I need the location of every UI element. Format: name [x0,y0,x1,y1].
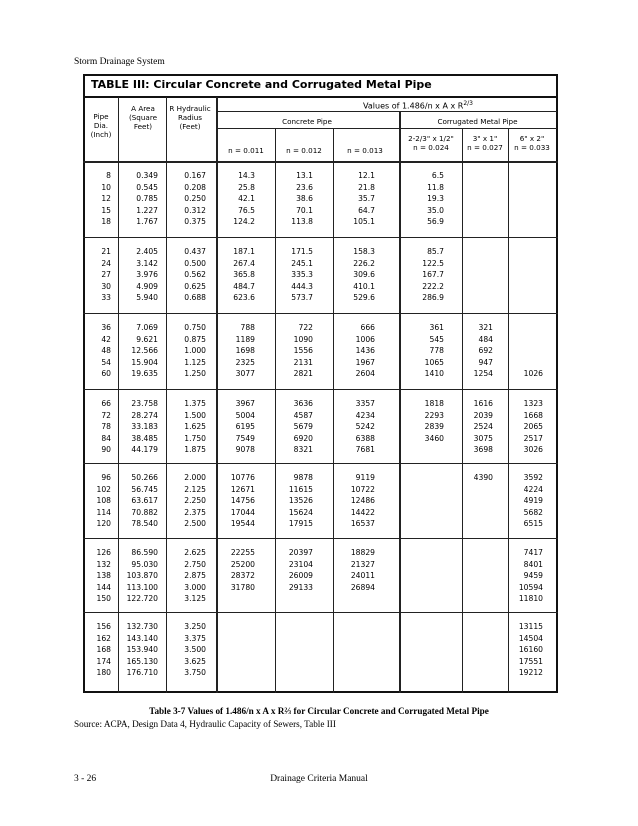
table-cell-n012: 23.6 [296,182,313,192]
table-cell-n024: 361 [429,323,444,332]
table-cell-n011: 17044 [230,507,255,517]
n-label-3: n = 0.013 [347,146,383,155]
table-cell-n011: 3967 [235,399,255,408]
table-cell-n012: 573.7 [291,293,313,303]
table-cell-n011: 5004 [235,410,255,420]
table-cell-dia: 126 [96,548,111,557]
table-cell-n012: 9878 [293,473,313,482]
table-cell-dia: 114 [96,507,111,517]
table-cell-dia: 132 [96,559,111,569]
table-cell-n033: 8401 [523,559,543,569]
table-cell-radius: 1.875 [184,445,206,455]
table-cell-dia: 36 [101,323,111,332]
title-rule [83,96,558,98]
col-header-radius: R Hydraulic Radius (Feet) [169,104,211,131]
n-label-5: n = 0.027 [467,143,503,152]
table-cell-dia: 180 [96,668,111,678]
table-cell-n027: 3075 [473,433,493,443]
table-cell-n013: 1967 [355,357,375,367]
table-cell-dia: 10 [101,182,111,192]
table-cell-area: 5.940 [136,293,158,303]
table-cell-radius: 0.625 [184,281,206,291]
rule-group-5 [83,538,558,539]
table-cell-radius: 1.125 [184,357,206,367]
table-cell-n012: 245.1 [291,258,313,268]
corr-size-1: 2-2/3" x 1/2" [408,134,454,143]
table-cell-n033: 13115 [518,622,543,631]
table-cell-area: 4.909 [136,281,158,291]
table-cell-area: 165.130 [126,656,158,666]
table-cell-area: 63.617 [131,496,158,506]
rule-group-1 [83,237,558,238]
table-cell-n024: 1410 [424,369,444,379]
document-title: Drainage Criteria Manual [270,774,368,784]
table-cell-dia: 108 [96,496,111,506]
rule-header-bottom [83,161,558,163]
table-cell-n011: 365.8 [233,270,255,280]
table-cell-radius: 2.000 [184,473,206,482]
table-cell-radius: 0.375 [184,217,206,227]
table-cell-n033: 2517 [523,433,543,443]
table-cell-dia: 138 [96,571,111,581]
table-cell-area: 86.590 [131,548,158,557]
table-cell-n013: 309.6 [353,270,375,280]
table-cell-n027: 1616 [473,399,493,408]
table-cell-n012: 17915 [288,519,313,529]
table-cell-area: 0.545 [136,182,158,192]
table-cell-n033: 7417 [523,548,543,557]
col-header-area: A Area (Square Feet) [128,104,158,131]
table-cell-area: 176.710 [126,668,158,678]
table-cell-n013: 105.1 [353,217,375,227]
table-cell-n013: 18829 [350,548,375,557]
table-cell-dia: 33 [101,293,111,303]
table-cell-n033: 4224 [523,484,543,494]
table-cell-dia: 90 [101,445,111,455]
table-cell-n013: 21327 [350,559,375,569]
table-cell-radius: 0.437 [184,247,206,256]
table-cell-n033: 10594 [518,582,543,592]
corr-size-3: 6" x 2" [519,134,545,143]
table-cell-n024: 545 [429,334,444,344]
table-cell-dia: 27 [101,270,111,280]
table-cell-n011: 31780 [230,582,255,592]
table-cell-area: 3.976 [136,270,158,280]
table-cell-n027: 2039 [473,410,493,420]
table-cell-area: 70.882 [131,507,158,517]
table-cell-area: 78.540 [131,519,158,529]
table-cell-radius: 3.125 [184,594,206,604]
table-cell-dia: 8 [106,171,111,180]
table-cell-n011: 623.6 [233,293,255,303]
table-cell-n013: 529.6 [353,293,375,303]
table-cell-n011: 788 [240,323,255,332]
rule-group-header [217,128,557,129]
table-cell-radius: 1.250 [184,369,206,379]
table-cell-n012: 335.3 [291,270,313,280]
table-cell-radius: 2.875 [184,571,206,581]
table-cell-n013: 1436 [355,346,375,356]
table-cell-n013: 5242 [355,422,375,432]
table-cell-n013: 10722 [350,484,375,494]
table-cell-n033: 5682 [523,507,543,517]
table-cell-n013: 9119 [355,473,375,482]
table-cell-n013: 410.1 [353,281,375,291]
table-caption: Table 3-7 Values of 1.486/n x A x R⅔ for Circular Concrete and Corrugated Metal Pipe [149,706,489,716]
table-cell-n033: 3592 [523,473,543,482]
rule-group-4 [83,463,558,464]
table-cell-n011: 7549 [235,433,255,443]
table-cell-n011: 1189 [235,334,255,344]
table-cell-area: 19.635 [131,369,158,379]
table-cell-n033: 4919 [523,496,543,506]
table-cell-area: 33.183 [131,422,158,432]
table-cell-area: 0.785 [136,194,158,204]
table-cell-area: 28.274 [131,410,158,420]
table-cell-dia: 162 [96,633,111,643]
table-cell-dia: 54 [101,357,111,367]
table-cell-n013: 6388 [355,433,375,443]
table-cell-n013: 4234 [355,410,375,420]
table-cell-n011: 1698 [235,346,255,356]
table-cell-n011: 28372 [230,571,255,581]
table-cell-n024: 11.8 [427,182,444,192]
table-cell-area: 1.227 [136,205,158,215]
table-cell-dia: 120 [96,519,111,529]
table-cell-n013: 12486 [350,496,375,506]
table-cell-dia: 48 [101,346,111,356]
table-cell-radius: 2.125 [184,484,206,494]
group-header-concrete: Concrete Pipe [282,117,332,126]
table-cell-radius: 0.208 [184,182,206,192]
table-cell-radius: 0.312 [184,205,206,215]
table-cell-n011: 3077 [235,369,255,379]
table-cell-n012: 29133 [288,582,313,592]
table-cell-n013: 3357 [355,399,375,408]
table-cell-dia: 150 [96,594,111,604]
table-cell-dia: 174 [96,656,111,666]
values-header-exp: 2/3 [463,100,473,107]
table-cell-dia: 21 [101,247,111,256]
table-cell-n013: 7681 [355,445,375,455]
table-cell-radius: 3.000 [184,582,206,592]
table-cell-n011: 484.7 [233,281,255,291]
table-cell-radius: 1.500 [184,410,206,420]
table-cell-n024: 2293 [424,410,444,420]
table-cell-n033: 3026 [523,445,543,455]
table-cell-n011: 9078 [235,445,255,455]
table-cell-dia: 15 [101,205,111,215]
table-cell-n033: 19212 [518,668,543,678]
rule-values-header [217,111,557,112]
table-cell-radius: 2.500 [184,519,206,529]
table-cell-area: 132.730 [126,622,158,631]
table-cell-n011: 42.1 [238,194,255,204]
table-cell-n013: 26894 [350,582,375,592]
table-cell-area: 153.940 [126,645,158,655]
table-cell-n033: 6515 [523,519,543,529]
table-cell-n024: 2839 [424,422,444,432]
table-cell-n011: 2325 [235,357,255,367]
table-cell-n013: 14422 [350,507,375,517]
table-cell-n013: 2604 [355,369,375,379]
table-cell-n013: 24011 [350,571,375,581]
table-cell-n024: 56.9 [427,217,444,227]
table-cell-n012: 38.6 [296,194,313,204]
table-cell-n012: 2131 [293,357,313,367]
table-cell-n024: 122.5 [422,258,444,268]
table-cell-radius: 2.750 [184,559,206,569]
table-cell-radius: 3.625 [184,656,206,666]
table-cell-n024: 3460 [424,433,444,443]
table-cell-n033: 1026 [523,369,543,379]
table-cell-n012: 3636 [293,399,313,408]
table-cell-n027: 947 [478,357,493,367]
table-cell-n027: 4390 [473,473,493,482]
table-cell-n011: 10776 [230,473,255,482]
table-cell-radius: 3.250 [184,622,206,631]
table-cell-area: 50.266 [131,473,158,482]
table-cell-dia: 12 [101,194,111,204]
table-cell-n027: 692 [478,346,493,356]
table-cell-radius: 1.375 [184,399,206,408]
table-cell-dia: 60 [101,369,111,379]
table-cell-radius: 3.500 [184,645,206,655]
table-cell-n012: 13.1 [296,171,313,180]
table-cell-n012: 20397 [288,548,313,557]
page-number: 3 - 26 [74,774,97,784]
table-cell-dia: 18 [101,217,111,227]
values-header [318,99,518,111]
table-cell-dia: 42 [101,334,111,344]
table-cell-n011: 6195 [235,422,255,432]
table-cell-n033: 17551 [518,656,543,666]
table-cell-n033: 2065 [523,422,543,432]
table-cell-dia: 24 [101,258,111,268]
table-cell-n013: 158.3 [353,247,375,256]
table-cell-dia: 66 [101,399,111,408]
table-cell-n013: 1006 [355,334,375,344]
table-cell-n011: 22255 [230,548,255,557]
table-cell-n012: 70.1 [296,205,313,215]
table-cell-area: 0.349 [136,171,158,180]
table-cell-n011: 76.5 [238,205,255,215]
table-cell-radius: 3.375 [184,633,206,643]
table-cell-area: 44.179 [131,445,158,455]
table-cell-n012: 171.5 [291,247,313,256]
table-cell-n024: 85.7 [427,247,444,256]
table-cell-n012: 8321 [293,445,313,455]
table-cell-radius: 0.750 [184,323,206,332]
page-header: Storm Drainage System [74,57,165,67]
table-cell-n012: 26009 [288,571,313,581]
table-cell-n012: 23104 [288,559,313,569]
table-cell-n013: 666 [360,323,375,332]
table-cell-dia: 144 [96,582,111,592]
table-cell-n011: 14756 [230,496,255,506]
table-cell-n024: 222.2 [422,281,444,291]
table-cell-area: 122.720 [126,594,158,604]
table-cell-area: 15.904 [131,357,158,367]
table-cell-n013: 21.8 [358,182,375,192]
table-cell-n024: 1065 [424,357,444,367]
table-cell-n012: 2821 [293,369,313,379]
table-cell-radius: 3.750 [184,668,206,678]
table-cell-n033: 1323 [523,399,543,408]
table-cell-radius: 0.250 [184,194,206,204]
table-cell-area: 143.140 [126,633,158,643]
table-cell-n024: 778 [429,346,444,356]
table-cell-radius: 1.625 [184,422,206,432]
table-cell-n012: 1556 [293,346,313,356]
table-cell-radius: 2.625 [184,548,206,557]
table-cell-area: 56.745 [131,484,158,494]
table-cell-n013: 16537 [350,519,375,529]
table-cell-n027: 3698 [473,445,493,455]
n-label-4: n = 0.024 [413,143,449,152]
table-cell-n012: 444.3 [291,281,313,291]
table-cell-n033: 9459 [523,571,543,581]
table-cell-n027: 484 [478,334,493,344]
table-cell-dia: 168 [96,645,111,655]
table-cell-n012: 1090 [293,334,313,344]
table-cell-area: 9.621 [136,334,158,344]
table-cell-dia: 96 [101,473,111,482]
table-cell-n024: 1818 [424,399,444,408]
table-cell-n012: 6920 [293,433,313,443]
table-cell-n011: 267.4 [233,258,255,268]
table-cell-n012: 11615 [288,484,313,494]
table-cell-dia: 30 [101,281,111,291]
table-cell-n012: 15624 [288,507,313,517]
table-cell-n011: 12671 [230,484,255,494]
table-cell-area: 2.405 [136,247,158,256]
table-cell-dia: 84 [101,433,111,443]
rule-group-6 [83,612,558,613]
table-cell-area: 38.485 [131,433,158,443]
table-cell-area: 3.142 [136,258,158,268]
col-header-pipe: Pipe Dia. (Inch) [90,112,112,139]
table-cell-radius: 0.875 [184,334,206,344]
table-cell-area: 23.758 [131,399,158,408]
table-source: Source: ACPA, Design Data 4, Hydraulic Capacity of Sewers, Table III [74,719,336,729]
table-cell-area: 95.030 [131,559,158,569]
table-cell-n011: 187.1 [233,247,255,256]
table-cell-radius: 1.750 [184,433,206,443]
table-cell-radius: 2.250 [184,496,206,506]
table-title: TABLE III: Circular Concrete and Corrugated Metal Pipe [91,78,432,91]
table-cell-area: 113.100 [126,582,158,592]
values-header-text: Values of 1.486/n x A x R [363,101,464,111]
table-cell-n024: 286.9 [422,293,444,303]
table-cell-n011: 25.8 [238,182,255,192]
table-cell-area: 7.069 [136,323,158,332]
n-label-1: n = 0.011 [228,146,264,155]
table-cell-area: 12.566 [131,346,158,356]
n-label-6: n = 0.033 [514,143,550,152]
table-cell-n033: 16160 [518,645,543,655]
table-cell-radius: 0.688 [184,293,206,303]
group-header-corrugated: Corrugated Metal Pipe [437,117,518,126]
table-cell-n027: 321 [478,323,493,332]
table-cell-n027: 1254 [473,369,493,379]
table-cell-n033: 11810 [518,594,543,604]
table-cell-n024: 6.5 [431,171,444,180]
table-cell-dia: 72 [101,410,111,420]
table-cell-n024: 19.3 [427,194,444,204]
table-cell-n011: 25200 [230,559,255,569]
table-cell-n011: 14.3 [238,171,255,180]
table-cell-n024: 35.0 [427,205,444,215]
table-cell-n013: 35.7 [358,194,375,204]
table-cell-n012: 5679 [293,422,313,432]
table-cell-dia: 78 [101,422,111,432]
table-cell-area: 103.870 [126,571,158,581]
n-label-2: n = 0.012 [286,146,322,155]
corr-size-2: 3" x 1" [472,134,498,143]
table-cell-n024: 167.7 [422,270,444,280]
rule-group-3 [83,389,558,390]
table-cell-radius: 2.375 [184,507,206,517]
table-cell-n013: 226.2 [353,258,375,268]
table-cell-n033: 14504 [518,633,543,643]
table-cell-n033: 1668 [523,410,543,420]
table-cell-radius: 0.562 [184,270,206,280]
table-cell-n011: 19544 [230,519,255,529]
table-cell-radius: 0.167 [184,171,206,180]
table-cell-n012: 722 [298,323,313,332]
table-cell-n013: 12.1 [358,171,375,180]
table-cell-n012: 13526 [288,496,313,506]
table-cell-area: 1.767 [136,217,158,227]
table-cell-n012: 113.8 [291,217,313,227]
table-cell-radius: 1.000 [184,346,206,356]
table-cell-n011: 124.2 [233,217,255,227]
table-cell-n027: 2524 [473,422,493,432]
table-cell-radius: 0.500 [184,258,206,268]
table-cell-n012: 4587 [293,410,313,420]
rule-group-2 [83,313,558,314]
table-cell-n013: 64.7 [358,205,375,215]
table-cell-dia: 156 [96,622,111,631]
table-cell-dia: 102 [96,484,111,494]
